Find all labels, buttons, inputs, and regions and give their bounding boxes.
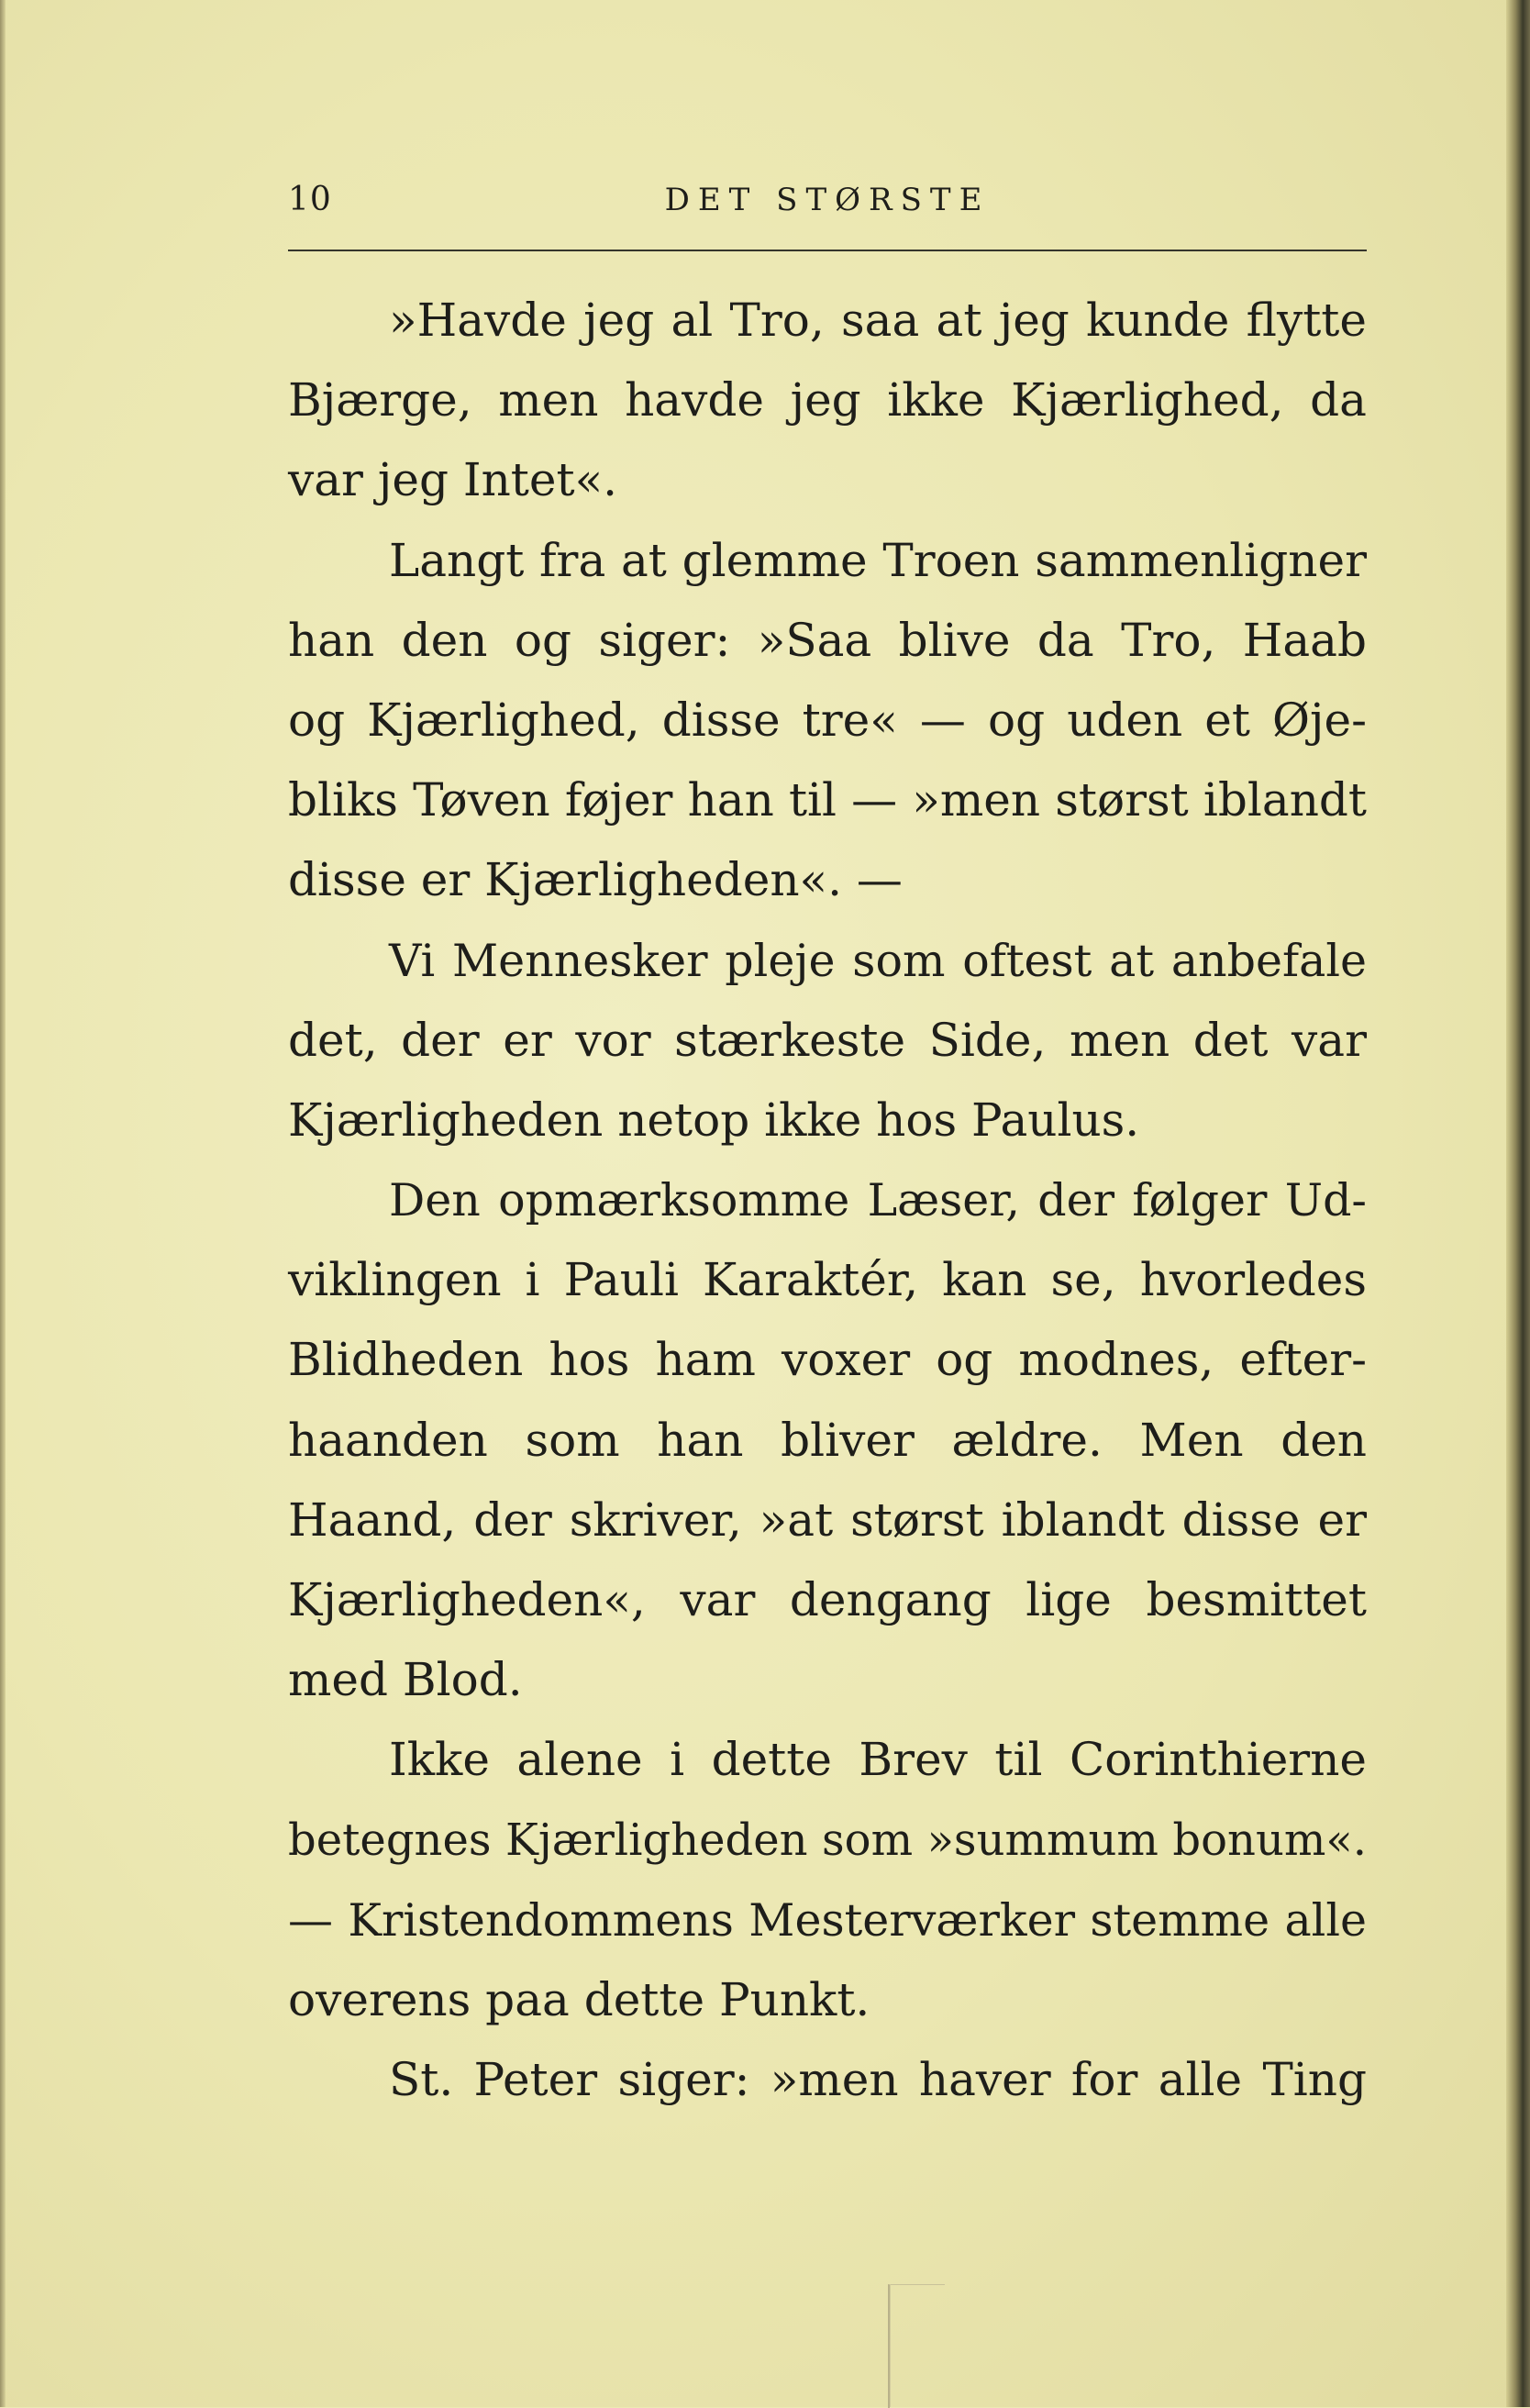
text-line: Blidheden hos ham voxer og modnes, efter- [288, 1333, 1367, 1387]
text-line: var jeg Intet«. [288, 453, 618, 507]
text-line: viklingen i Pauli Karaktér, kan se, hvorledes [288, 1253, 1367, 1307]
text-line: Ikke alene i dette Brev til Corinthierne [389, 1733, 1367, 1787]
text-line: Bjærge, men havde jeg ikke Kjærlighed, da [288, 373, 1367, 427]
text-line: med Blod. [288, 1653, 523, 1707]
text-line: — Kristendommens Mesterværker stemme alle [288, 1893, 1367, 1947]
text-line: Den opmærksomme Læser, der følger Ud- [389, 1174, 1367, 1227]
text-line: »Havde jeg al Tro, saa at jeg kunde flytte [389, 294, 1367, 347]
text-line: Haand, der skriver, »at størst iblandt disse er [288, 1493, 1367, 1547]
body-text [288, 281, 1367, 2120]
page-right-edge [1506, 0, 1530, 2407]
page-header [288, 180, 1367, 220]
running-head: DET STØRSTE [664, 182, 991, 218]
page-left-edge [0, 0, 6, 2407]
text-line: bliks Tøven føjer han til — »men størst iblandt [288, 773, 1367, 827]
page-number: 10 [288, 181, 332, 218]
header-rule [288, 250, 1367, 251]
text-line: Vi Mennesker pleje som oftest at anbefale [389, 934, 1367, 987]
text-line: St. Peter siger: »men haver for alle Ting [389, 2053, 1367, 2107]
text-line: Kjærligheden netop ikke hos Paulus. [288, 1093, 1140, 1147]
text-line: disse er Kjærligheden«. — [288, 853, 903, 907]
text-line: haanden som han bliver ældre. Men den [288, 1413, 1367, 1467]
text-line: han den og siger: »Saa blive da Tro, Haab [288, 613, 1367, 667]
page-mark [890, 2284, 1487, 2407]
text-line: Kjærligheden«, var dengang lige besmittet [288, 1573, 1367, 1626]
text-line: overens paa dette Punkt. [288, 1972, 870, 2026]
text-line: det, der er vor stærkeste Side, men det var [288, 1013, 1367, 1067]
text-line: betegnes Kjærligheden som »summum bonum«. [288, 1814, 1367, 1866]
text-line: og Kjærlighed, disse tre« — og uden et Øje- [288, 693, 1367, 747]
text-line: Langt fra at glemme Troen sammenligner [389, 533, 1367, 587]
